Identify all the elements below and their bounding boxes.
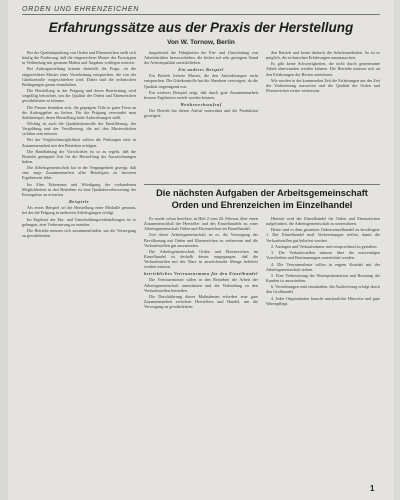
paragraph: Wir werden in der kommenden Zeit die Erfahrungen aus der Zeit der Vorbereitung auswerten und die Qualität der Orden und Ehrenzeichen weiter verbessern. xyxy=(266,77,380,94)
subheading: betriebliches Vertrauensmann für den Einzelhandel xyxy=(144,270,258,276)
column-4 xyxy=(144,216,258,490)
paragraph: Die Vertrauensleute sollen in den Betrieben die Arbeit der Arbeitsgemeinschaft unterstützen und die Verbindung zu den Verkaufsstellen herstellen. xyxy=(144,277,258,293)
section-divider xyxy=(144,184,380,185)
paragraph: den Betrieb und kennt dadurch die Arbeitsmethoden. So ist es möglich, die technischen Erfahrungen auszutauschen. xyxy=(266,50,380,61)
paragraph: Die Firmen bemühen sich, die geprägten Teile in guter Form an die Auftraggeber zu liefern. Für die Prägung verwendet man Stahlstempel, deren Herstellung hohe Anforderungen stellt. xyxy=(22,104,136,120)
article-title: Erfahrungssätze aus der Praxis der Herstellung xyxy=(48,20,354,35)
paragraph: Die Handhabung der Vorschriften ist so zu regeln, daß die Betriebe genügend Zeit für die Herstellung der Auszeichnungen haben. xyxy=(22,148,136,164)
column-1 xyxy=(22,50,136,490)
article-author: Von W. Tornow, Berlin xyxy=(167,39,235,46)
paragraph: Bei der Vergleichsmöglichkeit sollten die Prüfungen stets in Zusammenarbeit mit den Betrieben erfolgen. xyxy=(22,137,136,148)
paragraph: 2. Auslagen und Verkaufsräume sind entsprechend zu gestalten. xyxy=(271,243,378,249)
paragraph: Im Ergebnis der Ein- und Umschuldungsverhandlungen ist es gelungen, eine Verbesserung zu erzielen. xyxy=(22,216,136,227)
paragraph: 3. Die Verkaufsstellen müssen über die notwendigen Vorschriften und Bestimmungen unterrichtet werden. xyxy=(266,250,380,261)
paragraph: Die Herstellung in der Prägung und deren Bearbeitung wird sorgfältig betrachtet, um die Qualität der Orden und Ehrenzeichen gewährleisten zu können. xyxy=(22,88,136,104)
subheading: Beispiele xyxy=(68,198,90,204)
paragraph: Die Betriebe müssen sich zusammenfinden, um die Versorgung zu gewährleisten. xyxy=(22,227,136,238)
paragraph: Heute sind es dem gesamten Ordenseinzelhandel zu bewältigen: 1. Der Einzelhandel muß Vorbereitungen treffen, damit die Verkaufsstellen gut beliefert werden. xyxy=(266,227,380,243)
subheading: Ein anderes Beispiel xyxy=(178,66,224,72)
paragraph: Im Alter Erkenntnis und Würdigung der vorhandenen Möglichkeiten in den Betrieben ist eine Qualitätsverbesserung der Erzeugnisse zu erwarten. xyxy=(22,181,136,197)
paragraph: Der Betrieb hat diesen Aufruf unterstützt und die Produktion gesteigert. xyxy=(144,108,258,119)
column-2 xyxy=(144,50,258,182)
subheading: Wettbewerbsaufruf xyxy=(180,101,222,107)
article-title-2: Die nächsten Aufgaben der Arbeitsgemeinschaft Orden und Ehrenzeichen im Einzelhandel xyxy=(156,188,368,210)
paragraph: Ein weiteres Beispiel zeigt, daß durch gute Zusammenarbeit bessere Ergebnisse erzielt werden können. xyxy=(144,89,258,100)
paragraph: lungsbezirk die Fähigkeiten der Ein- und Umschulung von Arbeitskräften hervorzuheben, die bisher auf sehr geringem Stand der Arbeitsqualität zurückblieben. xyxy=(144,50,258,66)
paragraph: Bei der Qualitätsprüfung von Orden und Ehrenzeichen stellt sich häufig die Forderung, daß die eingereichten Muster der Prototypen in Verbindung mit genauen Maßen und Angaben vorliegen müssen. xyxy=(22,50,136,66)
paragraph: Wichtig ist auch die Qualitätskontrolle der Emaillierung, der Vergoldung und der Versilberung, die auf den Musterstücken sichtbar sein müssen. xyxy=(22,120,136,137)
page-number: 1 xyxy=(370,484,375,493)
paragraph: 6. Verordnungen sind einzuhalten, die Auslieferung erfolgt durch den Großhandel. xyxy=(266,284,380,295)
paragraph: Als erstes Beispiel sei die Herstellung einer Medaille genannt, bei der die Prägung in mehreren Arbeitsgängen erfolgt. xyxy=(22,205,136,216)
paragraph: 4. Jeder Originalorden braucht anschauliche Hinweise und gute Warenpflege. xyxy=(266,295,380,306)
paragraph: Ziel dieser Arbeitsgemeinschaft ist es, die Versorgung der Bevölkerung mit Orden und Ehrenzeichen zu verbessern und die Verkaufsstellen gut auszustatten. xyxy=(144,232,258,248)
paragraph: Hiermit wird der Einzelhandel für Orden und Ehrenzeichen aufgefordert, die Arbeitsgemeinschaft zu unterstützen. xyxy=(266,216,380,227)
paragraph: Ein Betrieb lieferte Muster, die den Anforderungen nicht entsprachen. Die Gütekontrolle hat die Abnahme verweigert, da die Qualität ungenügend war. xyxy=(144,73,258,89)
paragraph: 4. Die Vertrauensleute sollen in engem Kontakt mit der Arbeitsgemeinschaft stehen. xyxy=(266,261,380,272)
paragraph: 5. Eine Verbesserung der Warenpräsentation und Beratung der Kunden ist anzustreben. xyxy=(266,272,380,283)
document-page xyxy=(8,0,394,500)
paragraph: Bei Auftragserteilung kommt ebenfalls die Frage, ob die eingereichten Muster einer Verarbeitung entsprechen, die von der Gütekontrolle vorgeschrieben wird. Dabei sind die technischen Bedingungen genau einzuhalten. xyxy=(22,66,136,87)
paragraph: Es gibt keine Schwierigkeiten, die nicht durch gemeinsame Arbeit überwunden werden können. Die Betriebe müssen sich an den Erfahrungen der Besten orientieren. xyxy=(266,61,380,77)
paragraph: Es wurde schon berichtet, in Heft 2 vom 20. Februar, über einen Zusammenschluß der Hersteller und des Einzelhandels zu einer Arbeitsgemeinschaft Orden und Ehrenzeichen im Einzelhandel. xyxy=(144,216,258,232)
paragraph: Die Arbeitsgemeinschaft hat in der Vergangenheit gezeigt, daß eine enge Zusammenarbeit aller Beteiligten zu besseren Ergebnissen führt. xyxy=(22,165,136,181)
paragraph: Die Arbeitsgemeinschaft Orden und Ehrenzeichen im Einzelhandel ist deshalb davon ausgegangen, daß die Verkaufsstellen mit der Ware in ausreichender Menge beliefert werden müssen. xyxy=(144,248,258,270)
running-head: ORDEN UND EHRENZEICHEN xyxy=(22,6,380,15)
paragraph: Die Durchführung dieser Maßnahmen erfordert eine gute Zusammenarbeit zwischen Herstellern und Handel, um die Versorgung zu gewährleisten. xyxy=(144,293,258,310)
column-5 xyxy=(266,216,380,478)
column-3 xyxy=(266,50,380,182)
